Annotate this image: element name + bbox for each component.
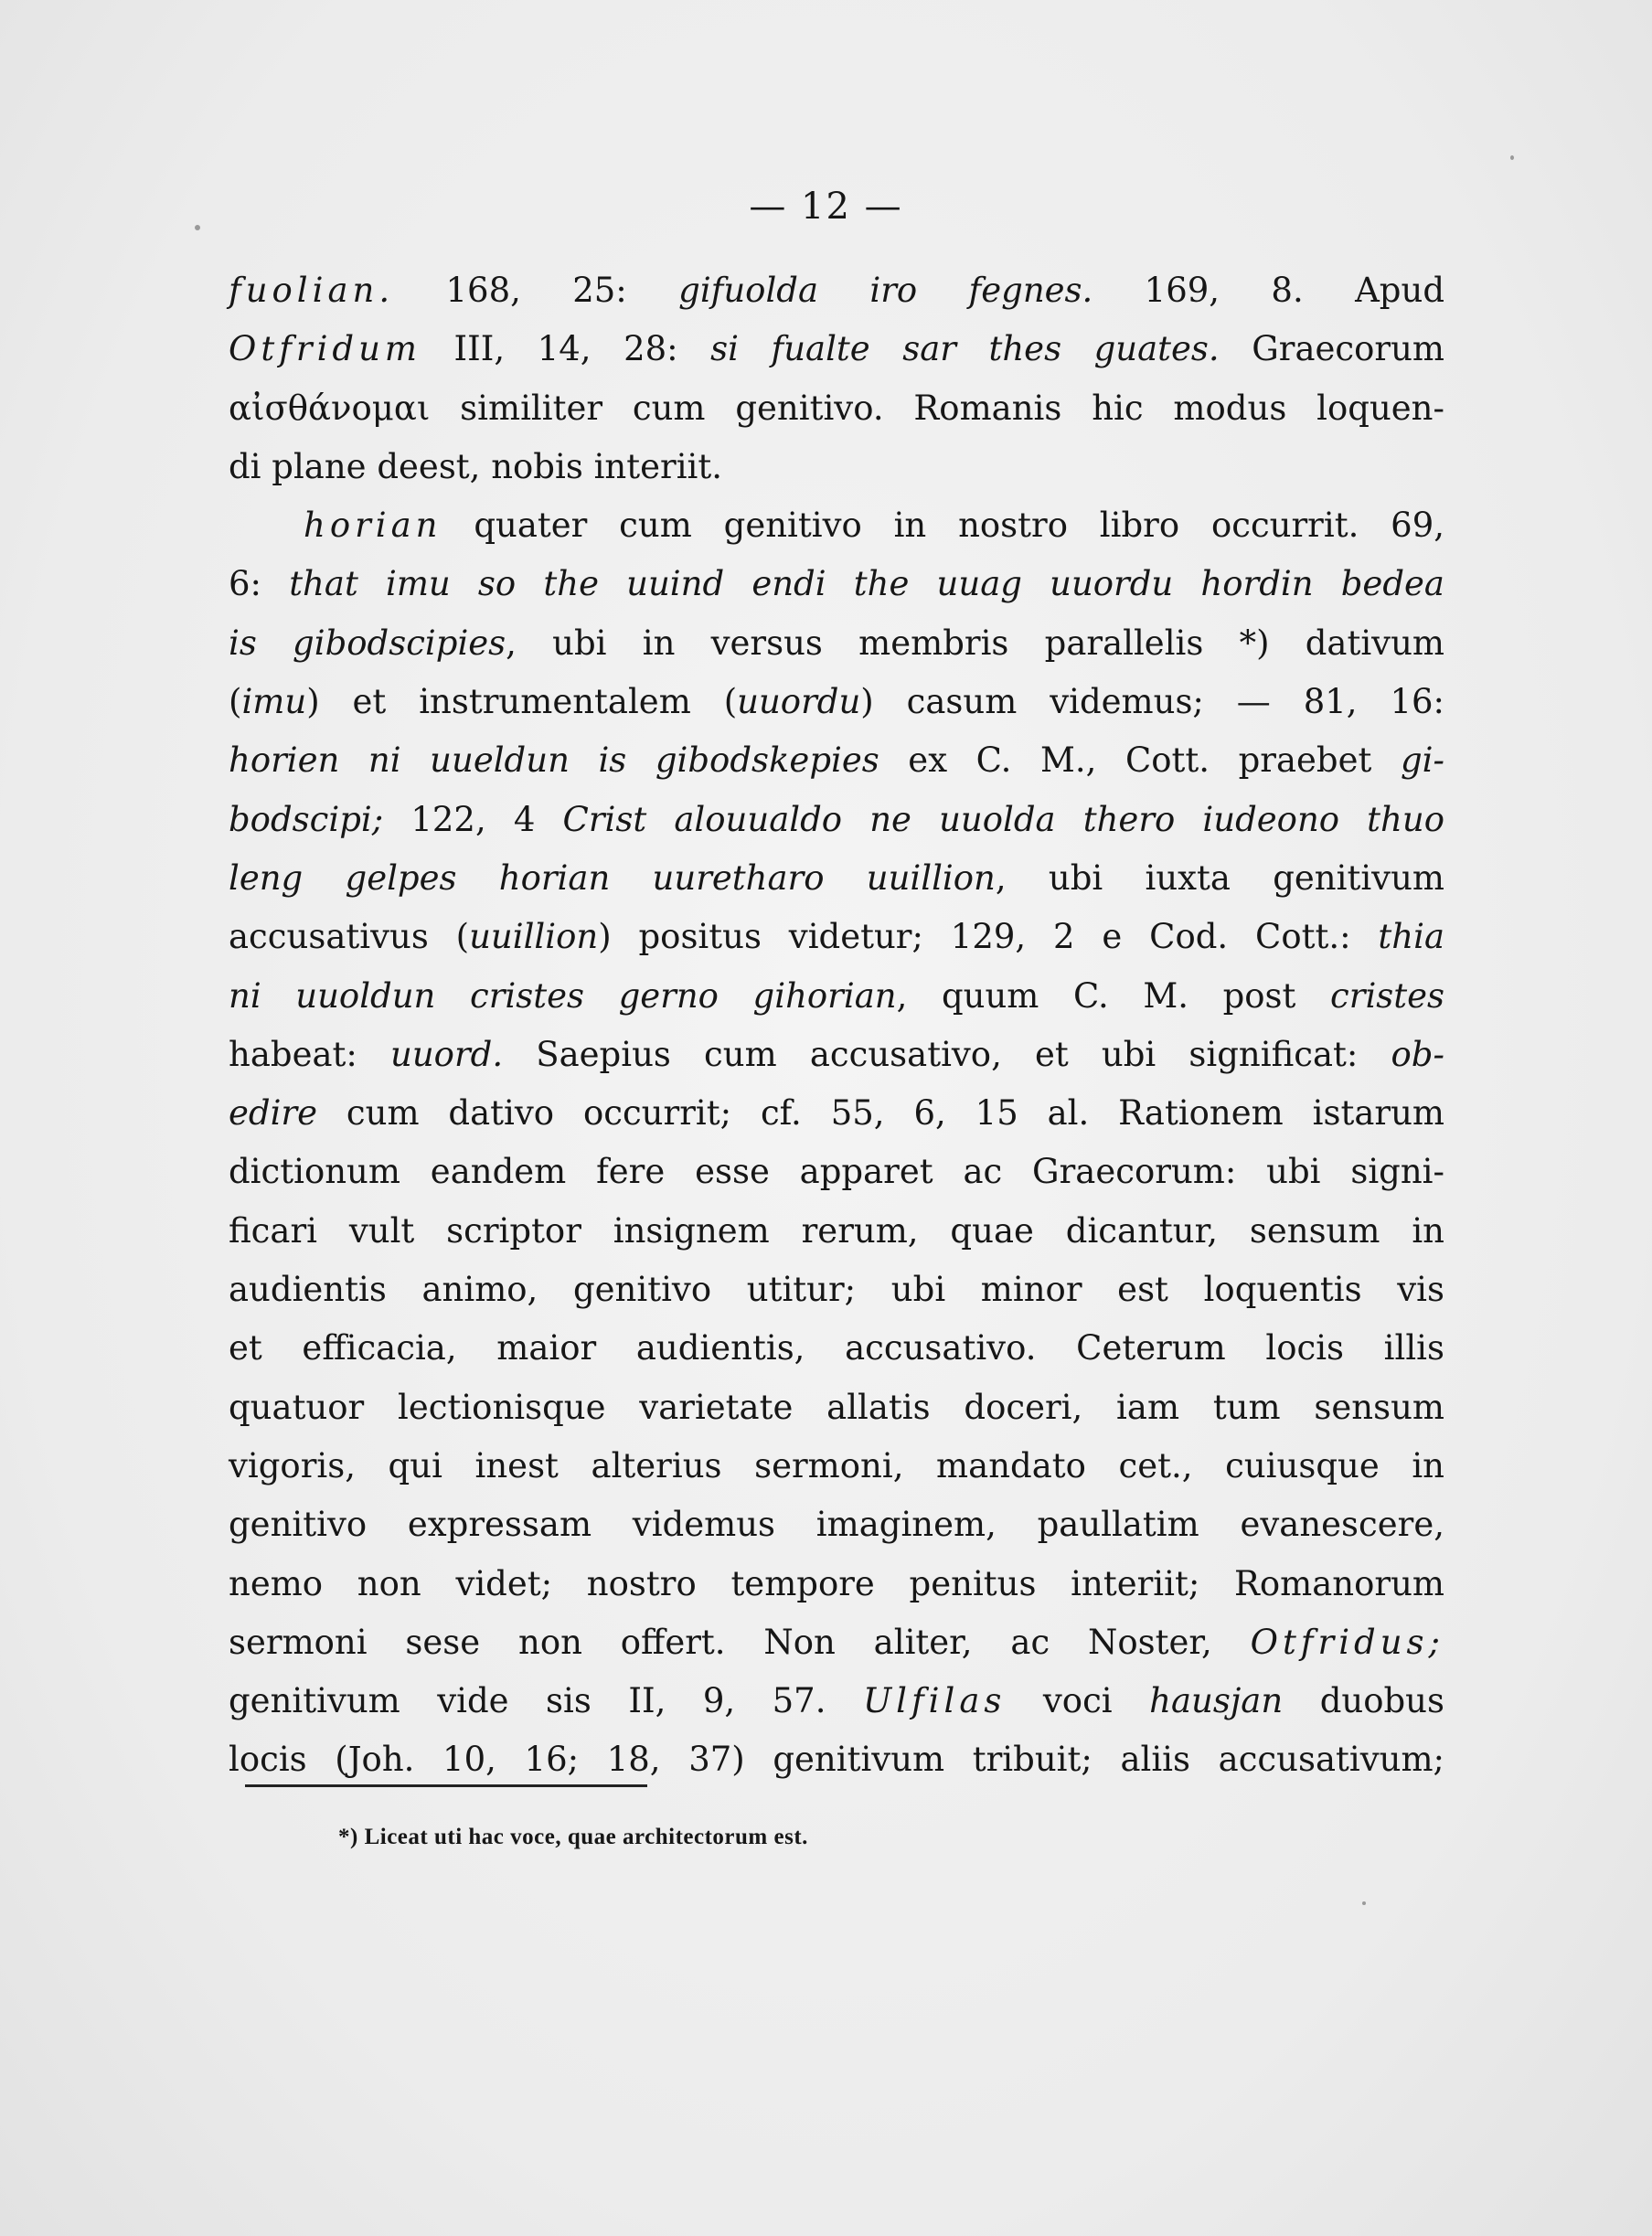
text-line (229, 1026, 1444, 1084)
text-segment: , quum C. M. post (896, 975, 1331, 1016)
text-segment: audientis animo, genitivo utitur; ubi minor est loquentis vis (229, 1270, 1444, 1310)
text-segment: genitivo expressam videmus imaginem, paullatim evanescere, (229, 1505, 1444, 1545)
text-segment: habeat: (229, 1034, 391, 1074)
italic-text-segment: gi- (1400, 740, 1444, 781)
italic-text-segment: imu (241, 682, 307, 722)
body-text (229, 261, 1444, 1790)
text-line (229, 379, 1444, 438)
text-segment: nemo non videt; nostro tempore penitus interiit; Romanorum (229, 1563, 1444, 1603)
italic-text-segment: ni uuoldun cristes gerno gihorian (229, 975, 897, 1016)
text-segment: sermoni sese non offert. Non aliter, ac Noster, (229, 1622, 1251, 1662)
italic-text-segment: fuolian. (229, 271, 395, 310)
italic-text-segment: uuord. (390, 1034, 504, 1074)
italic-text-segment: Otfridus; (1250, 1622, 1444, 1662)
italic-text-segment: bodscipi; (229, 799, 384, 839)
italic-text-segment: that imu so the uuind endi the uuag uuordu hordin bedea (289, 564, 1444, 604)
footnote-rule (245, 1784, 647, 1787)
page-number: — 12 — (749, 186, 903, 228)
text-segment: ) positus videtur; 129, 2 e Cod. Cott.: (598, 917, 1379, 957)
text-line (229, 438, 1444, 496)
paper-speck (1362, 1901, 1366, 1905)
italic-text-segment: cristes (1330, 975, 1445, 1016)
text-segment: 122, 4 (383, 799, 563, 839)
italic-text-segment: gifuolda iro fegnes. (678, 271, 1093, 310)
text-segment: ex C. M., Cott. praebet (879, 740, 1401, 781)
text-line (229, 496, 1444, 555)
italic-text-segment: edire (229, 1093, 317, 1134)
text-segment: cum dativo occurrit; cf. 55, 6, 15 al. Rationem istarum (317, 1093, 1444, 1134)
text-line (229, 320, 1444, 378)
text-segment: , ubi iuxta genitivum (995, 857, 1444, 898)
text-line (229, 1084, 1444, 1143)
text-line (229, 1496, 1444, 1554)
italic-text-segment: thia (1378, 917, 1445, 957)
text-segment: 6: (229, 564, 290, 604)
italic-text-segment: hausjan (1149, 1681, 1284, 1721)
text-segment: genitivum vide sis II, 9, 57. (229, 1681, 863, 1721)
text-segment: III, 14, 28: (421, 329, 711, 369)
italic-text-segment: Otfridum (229, 329, 422, 369)
text-segment: Saepius cum accusativo, et ubi significat: (503, 1034, 1391, 1074)
text-line (229, 967, 1444, 1026)
text-segment: Graecorum (1219, 329, 1445, 369)
text-line (229, 1143, 1444, 1201)
text-segment: locis (Joh. 10, 16; 18, 37) genitivum tribuit; aliis accusativum; (229, 1740, 1444, 1780)
italic-text-segment: horian (304, 506, 442, 546)
italic-text-segment: ob- (1391, 1034, 1444, 1074)
text-segment: accusativus ( (229, 917, 470, 957)
text-segment: ( (229, 682, 242, 722)
text-segment: voci (1006, 1681, 1150, 1721)
text-segment: 168, 25: (394, 271, 679, 310)
text-line (229, 731, 1444, 790)
text-line (229, 614, 1444, 673)
text-line (229, 849, 1444, 908)
text-segment: di plane deest, nobis interiit. (229, 446, 722, 486)
text-segment: ) casum videmus; — 81, 16: (860, 682, 1445, 722)
italic-text-segment: Ulfilas (862, 1681, 1007, 1721)
text-segment: duobus (1283, 1681, 1444, 1721)
paper-speck (1510, 155, 1514, 160)
text-segment: ) et instrumentalem ( (306, 682, 738, 722)
text-segment: ficari vult scriptor insignem rerum, quae dicantur, sensum in (229, 1210, 1444, 1251)
text-line (229, 1672, 1444, 1730)
italic-text-segment: is gibodscipies (229, 623, 506, 663)
text-line (229, 1437, 1444, 1496)
text-line (229, 1379, 1444, 1437)
text-segment: , ubi in versus membris parallelis *) dativum (506, 623, 1444, 663)
text-segment: similiter cum genitivo. Romanis hic modus loquen- (430, 388, 1444, 428)
text-line (229, 1261, 1444, 1319)
paper-speck (195, 225, 200, 230)
text-line (229, 1202, 1444, 1261)
text-segment: et efficacia, maior audientis, accusativo. Ceterum locis illis (229, 1328, 1444, 1368)
text-segment: quatuor lectionisque varietate allatis doceri, iam tum sensum (229, 1387, 1444, 1427)
italic-text-segment: uuillion (469, 917, 599, 957)
italic-text-segment: si fualte sar thes guates. (710, 329, 1220, 369)
footnote: *) Liceat uti hac voce, quae architectorum est. (338, 1825, 808, 1849)
italic-text-segment: uuordu (737, 682, 861, 722)
text-line (229, 908, 1444, 966)
text-line (229, 673, 1444, 731)
text-line (229, 791, 1444, 849)
text-segment: dictionum eandem fere esse apparet ac Graecorum: ubi signi- (229, 1152, 1444, 1192)
text-line (229, 1319, 1444, 1378)
text-line (229, 1730, 1444, 1789)
text-line (229, 1613, 1444, 1672)
text-line (229, 261, 1444, 320)
text-line (229, 555, 1444, 613)
text-segment: αἰσθάνομαι (229, 388, 431, 428)
text-segment: quater cum genitivo in nostro libro occurrit. 69, (442, 506, 1444, 546)
text-segment: 169, 8. Apud (1092, 271, 1444, 310)
text-line (229, 1555, 1444, 1613)
text-segment: vigoris, qui inest alterius sermoni, mandato cet., cuiusque in (229, 1445, 1444, 1485)
italic-text-segment: leng gelpes horian uuretharo uuillion (229, 857, 996, 898)
italic-text-segment: Crist alouualdo ne uuolda thero iudeono thuo (562, 799, 1444, 839)
italic-text-segment: horien ni uueldun is gibodskepies (229, 740, 879, 781)
